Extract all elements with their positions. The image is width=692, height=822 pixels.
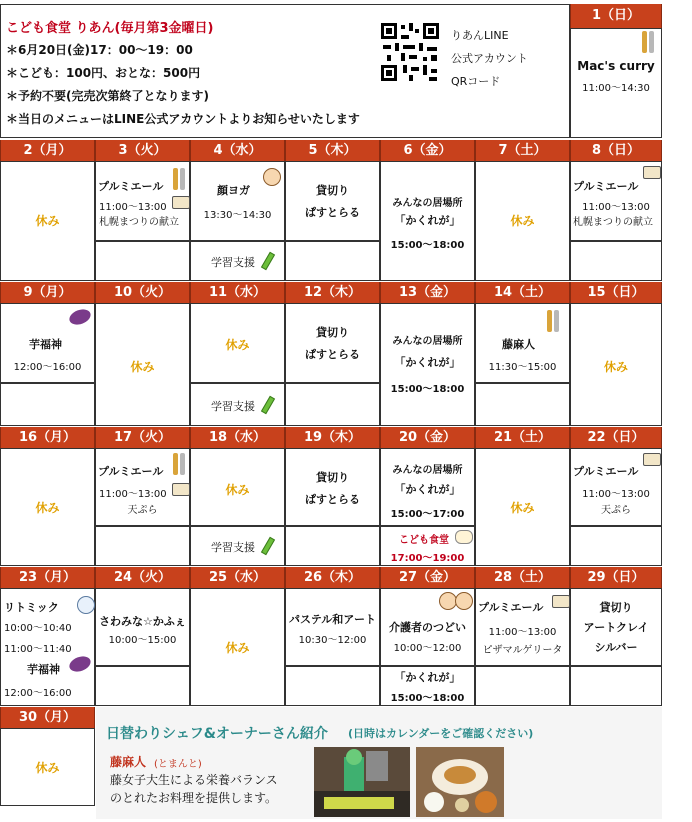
event-plumi-menu: ピザマルゲリータ bbox=[482, 645, 563, 656]
bento-icon bbox=[552, 595, 570, 608]
info-title: こども食堂 りあん(毎月第3金曜日) bbox=[6, 21, 214, 36]
chef-name: 藤麻人 bbox=[110, 755, 147, 769]
header-day-7: 7（土） bbox=[475, 140, 570, 161]
cell-day-23 bbox=[0, 588, 95, 706]
cell-day-9-lower bbox=[0, 383, 95, 426]
event-kakurega: 「かくれが」 bbox=[394, 214, 461, 227]
cell-day-12-lower bbox=[285, 383, 380, 426]
event-imofukujin-time: 12:00～16:00 bbox=[13, 362, 82, 373]
event-sawamina: さわみな☆かふぇ bbox=[99, 615, 186, 628]
header-day-23: 23（月） bbox=[0, 567, 95, 588]
header-day-20: 20（金） bbox=[380, 427, 475, 448]
yasumi-label: 休み bbox=[603, 360, 628, 374]
cell-day-3-lower bbox=[95, 241, 190, 281]
info-box bbox=[0, 4, 570, 138]
rice-bowl-icon bbox=[455, 530, 473, 544]
header-day-25: 25（水） bbox=[190, 567, 285, 588]
cell-day-26 bbox=[285, 588, 380, 666]
cell-day-29-lower bbox=[570, 666, 662, 706]
event-kaoyoga-time: 13:30～14:30 bbox=[203, 210, 272, 221]
event-kakurega-time: 15:00～17:00 bbox=[390, 509, 465, 520]
cell-day-19 bbox=[285, 448, 380, 526]
event-clay-kashikiri: 貸切り bbox=[599, 601, 633, 614]
event-clay-silver: シルバー bbox=[594, 641, 638, 654]
event-pastel: パステル和アート bbox=[289, 613, 376, 626]
cell-day-9 bbox=[0, 303, 95, 383]
chef-photo-meal bbox=[416, 747, 504, 817]
event-kashikiri: 貸切り bbox=[316, 184, 349, 197]
cell-day-19-lower bbox=[285, 526, 380, 566]
event-plumi-time: 11:00～13:00 bbox=[99, 202, 167, 213]
event-fujimaru-time: 11:30～15:00 bbox=[488, 362, 557, 373]
cell-day-22-lower bbox=[570, 526, 662, 566]
event-imofukujin: 芋福神 bbox=[29, 338, 62, 351]
header-day-2: 2（月） bbox=[0, 140, 95, 161]
cell-day-18 bbox=[190, 448, 285, 526]
cell-day-16 bbox=[0, 448, 95, 566]
info-line-price: ＊こども：100円、おとな：500円 bbox=[6, 66, 201, 80]
event-kodomo-time: 17:00～19:00 bbox=[390, 553, 465, 564]
yasumi-label: 休み bbox=[35, 761, 60, 775]
cell-day-7 bbox=[475, 161, 570, 281]
chef-heading-note: (日時はカレンダーをご確認ください) bbox=[348, 727, 534, 740]
event-gakushu: 学習支援 bbox=[211, 400, 255, 413]
yasumi-label: 休み bbox=[510, 214, 535, 228]
event-imofukujin-time: 12:00～16:00 bbox=[4, 688, 72, 699]
cell-day-4-lower bbox=[190, 241, 285, 281]
info-line-menu: ＊当日のメニューはLINE公式アカウントよりお知らせいたします bbox=[6, 112, 360, 126]
event-kakurega-time: 15:00～18:00 bbox=[390, 693, 465, 704]
header-day-11: 11（水） bbox=[190, 282, 285, 303]
event-kodomo: こども食堂 bbox=[399, 535, 449, 546]
event-ibasho: みんなの居場所 bbox=[392, 336, 463, 347]
event-clay-art: アートクレイ bbox=[583, 621, 649, 634]
event-rhythmic: リトミック bbox=[4, 601, 59, 614]
pencil-icon bbox=[261, 396, 275, 415]
qr-label-line1: りあんLINE bbox=[451, 29, 509, 42]
event-plumi-time: 11:00～13:00 bbox=[582, 489, 650, 500]
event-rhythmic-time1: 10:00～10:40 bbox=[4, 623, 72, 634]
cutlery-icon bbox=[546, 310, 560, 332]
event-plumi: プルミエール bbox=[98, 465, 164, 478]
cell-day-27 bbox=[380, 588, 475, 666]
event-plumi: プルミエール bbox=[573, 465, 639, 478]
face-icon bbox=[263, 168, 281, 186]
cell-day-22 bbox=[570, 448, 662, 526]
baby-icon bbox=[77, 596, 95, 614]
yasumi-label: 休み bbox=[510, 501, 535, 515]
event-fujimaru: 藤麻人 bbox=[502, 338, 535, 351]
cell-day-28-lower bbox=[475, 666, 570, 706]
event-ibasho: みんなの居場所 bbox=[392, 465, 463, 476]
cell-day-5-lower bbox=[285, 241, 380, 281]
header-day-19: 19（木） bbox=[285, 427, 380, 448]
qr-label-line2: 公式アカウント bbox=[451, 52, 528, 65]
cell-day-10 bbox=[95, 303, 190, 426]
cell-day-4 bbox=[190, 161, 285, 241]
event-kaigo: 介護者のつどい bbox=[389, 621, 466, 634]
event-gakushu: 学習支援 bbox=[211, 541, 255, 554]
header-day-24: 24（火） bbox=[95, 567, 190, 588]
header-day-21: 21（土） bbox=[475, 427, 570, 448]
header-day-28: 28（土） bbox=[475, 567, 570, 588]
cell-day-14 bbox=[475, 303, 570, 383]
cell-day-26-lower bbox=[285, 666, 380, 706]
header-day-8: 8（日） bbox=[570, 140, 662, 161]
yasumi-label: 休み bbox=[225, 483, 250, 497]
cell-day-15 bbox=[570, 303, 662, 426]
header-day-27: 27（金） bbox=[380, 567, 475, 588]
cell-day-27-lower bbox=[380, 666, 475, 706]
bento-icon bbox=[643, 166, 661, 179]
event-kaoyoga: 顔ヨガ bbox=[217, 184, 250, 197]
event-kakurega: 「かくれが」 bbox=[394, 356, 461, 369]
header-day-5: 5（木） bbox=[285, 140, 380, 161]
header-day-12: 12（木） bbox=[285, 282, 380, 303]
cutlery-icon bbox=[641, 31, 655, 53]
event-pasutorara: ぱすとらる bbox=[305, 493, 360, 506]
event-plumi: プルミエール bbox=[573, 180, 639, 193]
event-plumi: プルミエール bbox=[98, 180, 164, 193]
pencil-icon bbox=[261, 252, 275, 271]
header-day-22: 22（日） bbox=[570, 427, 662, 448]
event-pastel-time: 10:30～12:00 bbox=[298, 635, 367, 646]
event-pasutorara: ぱすとらる bbox=[305, 348, 360, 361]
event-gakushu: 学習支援 bbox=[211, 256, 255, 269]
header-day-4: 4（水） bbox=[190, 140, 285, 161]
header-day-17: 17（火） bbox=[95, 427, 190, 448]
cell-day-20-lower bbox=[380, 526, 475, 566]
header-day-10: 10（火） bbox=[95, 282, 190, 303]
event-kakurega-time: 15:00～18:00 bbox=[390, 240, 465, 251]
qr-label-line3: QRコード bbox=[451, 75, 501, 88]
event-plumi: プルミエール bbox=[478, 601, 544, 614]
yasumi-label: 休み bbox=[35, 501, 60, 515]
cell-day-28 bbox=[475, 588, 570, 666]
cell-day-13 bbox=[380, 303, 475, 426]
event-ibasho: みんなの居場所 bbox=[392, 198, 463, 209]
chef-heading: 日替わりシェフ&オーナーさん紹介 bbox=[106, 726, 328, 742]
event-plumi-menu: 札幌まつりの献立 bbox=[573, 217, 653, 228]
cutlery-icon bbox=[172, 168, 186, 190]
cell-day-8-lower bbox=[570, 241, 662, 281]
event-plumi-time: 11:00～13:00 bbox=[99, 489, 167, 500]
yasumi-label: 休み bbox=[35, 214, 60, 228]
chef-section bbox=[96, 707, 662, 819]
cell-day-29 bbox=[570, 588, 662, 666]
cell-day-25 bbox=[190, 588, 285, 706]
cell-day-11 bbox=[190, 303, 285, 383]
header-day-1: 1（日） bbox=[570, 4, 662, 28]
yasumi-label: 休み bbox=[130, 360, 155, 374]
chef-name-reading: (とまんと) bbox=[154, 759, 202, 770]
event-kakurega: 「かくれが」 bbox=[394, 671, 461, 684]
event-plumi-menu: 札幌まつりの献立 bbox=[99, 217, 179, 228]
cell-day-17 bbox=[95, 448, 190, 526]
bento-icon bbox=[172, 483, 190, 496]
elder-face-icon bbox=[455, 592, 473, 610]
header-day-15: 15（日） bbox=[570, 282, 662, 303]
header-day-13: 13（金） bbox=[380, 282, 475, 303]
cell-day-8 bbox=[570, 161, 662, 241]
bento-icon bbox=[643, 453, 661, 466]
header-day-26: 26（木） bbox=[285, 567, 380, 588]
chef-photo-cooking bbox=[314, 747, 410, 817]
event-plumi-menu: 天ぷら bbox=[127, 505, 158, 516]
event-macs-curry: Mac's curry bbox=[577, 59, 655, 73]
event-imofukujin: 芋福神 bbox=[27, 663, 60, 676]
header-day-14: 14（土） bbox=[475, 282, 570, 303]
cell-day-20 bbox=[380, 448, 475, 526]
event-rhythmic-time2: 11:00～11:40 bbox=[4, 644, 72, 655]
sweet-potato-icon bbox=[67, 654, 92, 675]
cell-day-5 bbox=[285, 161, 380, 241]
cell-day-17-lower bbox=[95, 526, 190, 566]
cutlery-icon bbox=[172, 453, 186, 475]
cell-day-3 bbox=[95, 161, 190, 241]
yasumi-label: 休み bbox=[225, 338, 250, 352]
cell-day-14-lower bbox=[475, 383, 570, 426]
event-plumi-menu: 天ぷら bbox=[601, 505, 631, 516]
chef-desc-line1: 藤女子大生による栄養バランス bbox=[110, 773, 278, 787]
event-plumi-time: 11:00～13:00 bbox=[488, 627, 557, 638]
chef-desc-line2: のとれたお料理を提供します。 bbox=[110, 791, 278, 805]
cell-day-6 bbox=[380, 161, 475, 281]
event-kashikiri: 貸切り bbox=[316, 326, 349, 339]
cell-day-11-lower bbox=[190, 383, 285, 426]
event-plumi-time: 11:00～13:00 bbox=[582, 202, 650, 213]
cell-day-24-lower bbox=[95, 666, 190, 706]
header-day-6: 6（金） bbox=[380, 140, 475, 161]
header-day-16: 16（月） bbox=[0, 427, 95, 448]
event-sawamina-time: 10:00～15:00 bbox=[108, 635, 177, 646]
cell-day-24 bbox=[95, 588, 190, 666]
sweet-potato-icon bbox=[67, 307, 92, 328]
event-kakurega: 「かくれが」 bbox=[394, 483, 461, 496]
qr-code-icon[interactable] bbox=[379, 21, 441, 83]
event-macs-curry-time: 11:00～14:30 bbox=[582, 83, 650, 94]
event-kashikiri: 貸切り bbox=[316, 471, 349, 484]
pencil-icon bbox=[261, 537, 275, 556]
event-kaigo-time: 10:00～12:00 bbox=[393, 643, 462, 654]
info-line-date: ＊6月20日(金)17：00～19：00 bbox=[6, 43, 193, 57]
cell-day-12 bbox=[285, 303, 380, 383]
cell-day-18-lower bbox=[190, 526, 285, 566]
event-kakurega-time: 15:00～18:00 bbox=[390, 384, 465, 395]
cell-day-2 bbox=[0, 161, 95, 281]
bento-icon bbox=[172, 196, 190, 209]
header-day-30: 30（月） bbox=[0, 707, 95, 728]
header-day-9: 9（月） bbox=[0, 282, 95, 303]
yasumi-label: 休み bbox=[225, 641, 250, 655]
header-day-29: 29（日） bbox=[570, 567, 662, 588]
cell-day-21 bbox=[475, 448, 570, 566]
cell-day-1 bbox=[570, 28, 662, 138]
cell-day-30 bbox=[0, 728, 95, 806]
event-pasutorara: ぱすとらる bbox=[305, 206, 360, 219]
info-line-reserve: ＊予約不要(完売次第終了となります) bbox=[6, 89, 209, 103]
header-day-18: 18（水） bbox=[190, 427, 285, 448]
header-day-3: 3（火） bbox=[95, 140, 190, 161]
